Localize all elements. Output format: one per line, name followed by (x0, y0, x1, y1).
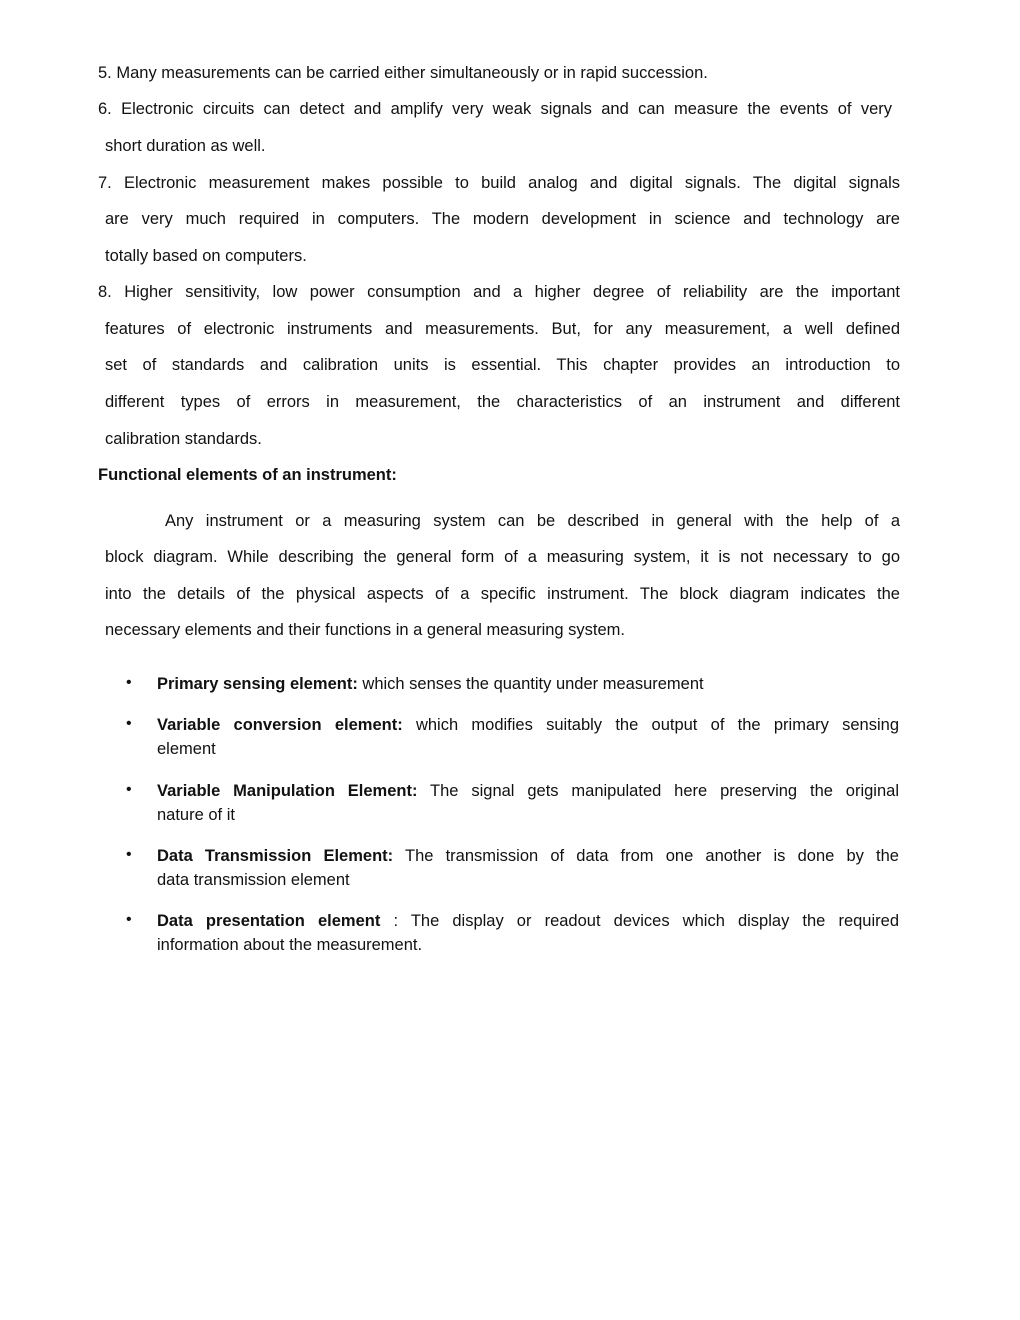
bullet-term: Variable Manipulation Element: (157, 782, 418, 800)
bullet-desc: The signal gets manipulated here preserving the original (417, 782, 899, 800)
paragraph-line: block diagram. While describing the general form of a measuring system, it is not necessary to go (105, 548, 900, 566)
bullet-item-data-presentation (157, 909, 899, 957)
list-item-6: 6. Electronic circuits can detect and amplify very weak signals and can measure the events of very (98, 100, 892, 118)
bullet-desc-cont: data transmission element (157, 871, 350, 889)
bullet-icon: • (126, 674, 132, 691)
bullet-desc: which modifies suitably the output of the primary sensing (402, 716, 900, 734)
bullet-desc: The transmission of data from one another is done by the (393, 847, 899, 865)
bullet-icon: • (126, 846, 132, 863)
list-item-7-cont: are very much required in computers. The modern development in science and technology are (105, 210, 900, 228)
bullet-term: Data Transmission Element: (157, 847, 394, 865)
list-item-5: 5. Many measurements can be carried either simultaneously or in rapid succession. (98, 64, 708, 82)
bullet-icon: • (126, 715, 132, 732)
bullet-term: Data presentation element (157, 912, 381, 930)
bullet-desc: which senses the quantity under measurement (357, 675, 704, 693)
list-item-8-cont: calibration standards. (105, 430, 262, 448)
bullet-desc-cont: element (157, 740, 216, 758)
bullet-icon: • (126, 781, 132, 798)
bullet-item-variable-manipulation (157, 779, 899, 827)
section-heading: Functional elements of an instrument: (98, 466, 397, 484)
bullet-desc: : The display or readout devices which display the required (380, 912, 899, 930)
bullet-item-data-transmission (157, 844, 899, 892)
list-item-8-cont: features of electronic instruments and measurements. But, for any measurement, a well defined (105, 320, 900, 338)
bullet-item-primary-sensing (157, 672, 899, 696)
paragraph-line: necessary elements and their functions in a general measuring system. (105, 621, 626, 639)
list-item-7: 7. Electronic measurement makes possible to build analog and digital signals. The digital signals (98, 174, 900, 192)
bullet-item-variable-conversion (157, 713, 899, 761)
paragraph-line: into the details of the physical aspects of a specific instrument. The block diagram indicates the (105, 585, 900, 603)
list-item-8-cont: different types of errors in measurement, the characteristics of an instrument and different (105, 393, 900, 411)
bullet-icon: • (126, 911, 132, 928)
bullet-desc-cont: nature of it (157, 806, 235, 824)
bullet-term: Variable conversion element: (157, 716, 403, 734)
bullet-term: Primary sensing element: (157, 675, 358, 693)
list-item-7-cont: totally based on computers. (105, 247, 307, 265)
paragraph-line: Any instrument or a measuring system can be described in general with the help of a (165, 512, 900, 530)
bullet-desc-cont: information about the measurement. (157, 936, 423, 954)
list-item-8-cont: set of standards and calibration units is essential. This chapter provides an introduction to (105, 356, 900, 374)
list-item-6-cont: short duration as well. (105, 137, 266, 155)
list-item-8: 8. Higher sensitivity, low power consumption and a higher degree of reliability are the important (98, 283, 900, 301)
